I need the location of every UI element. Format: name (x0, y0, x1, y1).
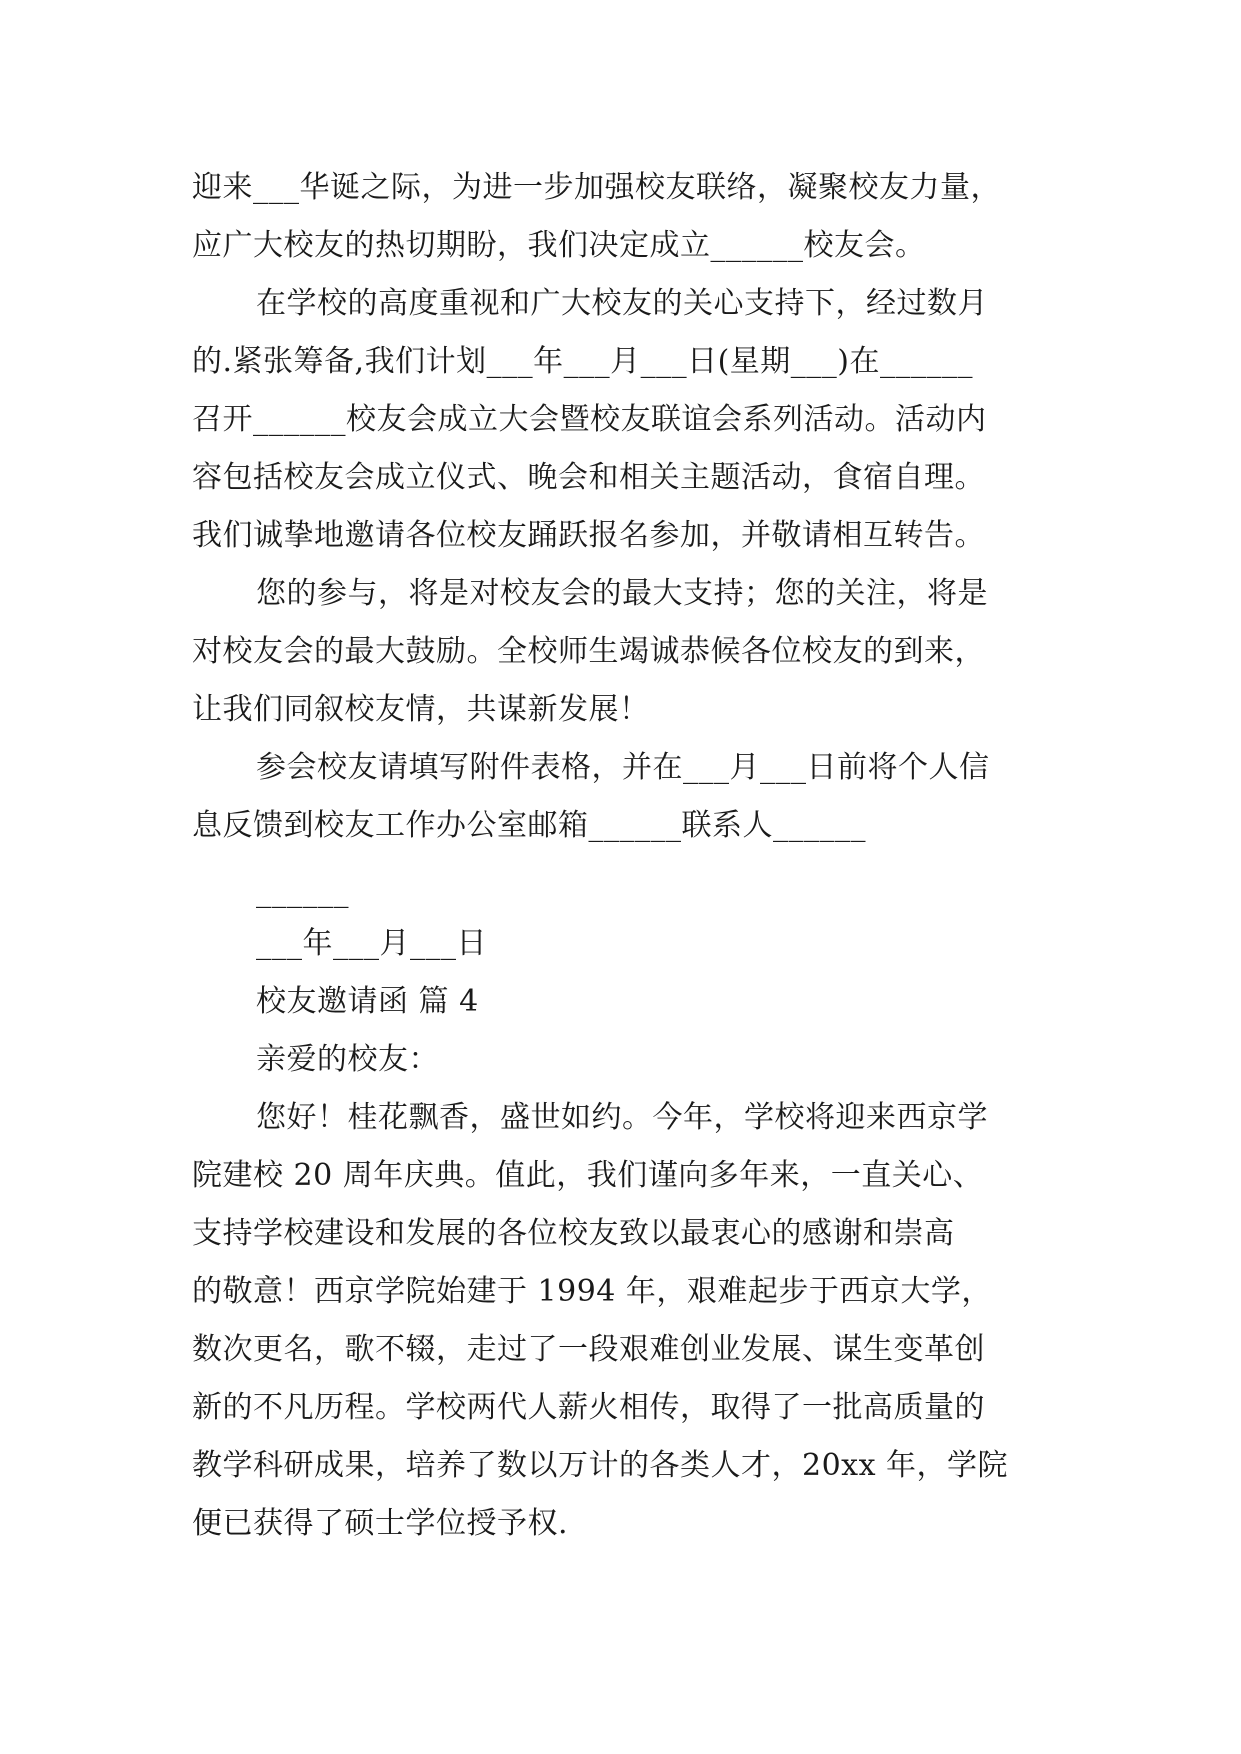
text-line: 召开______校友会成立大会暨校友联谊会系列活动。活动内 (192, 402, 987, 437)
text-line: 便已获得了硕士学位授予权. (192, 1506, 569, 1541)
section-heading: 校友邀请函 篇 4 (256, 984, 479, 1019)
paragraph-start: 参会校友请填写附件表格，并在___月___日前将个人信 (256, 750, 990, 785)
text-line: 数次更名，歌不辍，走过了一段艰难创业发展、谋生变革创 (192, 1332, 985, 1367)
text-line: 息反馈到校友工作办公室邮箱______联系人______ (192, 808, 866, 843)
paragraph-start: 您的参与，将是对校友会的最大支持；您的关注，将是 (256, 576, 988, 611)
paragraph-start: 您好！桂花飘香，盛世如约。今年，学校将迎来西京学 (256, 1100, 988, 1135)
text-line: 对校友会的最大鼓励。全校师生竭诚恭候各位校友的到来， (192, 634, 985, 669)
text-line: 应广大校友的热切期盼，我们决定成立______校友会。 (192, 228, 926, 263)
text-line: 支持学校建设和发展的各位校友致以最衷心的感谢和崇高 (192, 1216, 955, 1251)
blank-line: ______ (256, 874, 349, 909)
text-line: 院建校 20 周年庆典。值此，我们谨向多年来，一直关心、 (192, 1158, 984, 1193)
salutation: 亲爱的校友： (256, 1042, 439, 1077)
text-line: 让我们同叙校友情，共谋新发展！ (192, 692, 650, 727)
text-line: 容包括校友会成立仪式、晚会和相关主题活动，食宿自理。 (192, 460, 985, 495)
text-line: 的.紧张筹备,我们计划___年___月___日(星期___)在______ (192, 344, 973, 379)
text-line: 新的不凡历程。学校两代人薪火相传，取得了一批高质量的 (192, 1390, 985, 1425)
text-line: 迎来___华诞之际，为进一步加强校友联络，凝聚校友力量， (192, 170, 1001, 205)
text-line: 我们诚挚地邀请各位校友踊跃报名参加，并敬请相互转告。 (192, 518, 985, 553)
text-line: 的敬意！西京学院始建于 1994 年，艰难起步于西京大学， (192, 1274, 992, 1309)
date-line: ___年___月___日 (256, 926, 487, 961)
paragraph-start: 在学校的高度重视和广大校友的关心支持下，经过数月 (256, 286, 988, 321)
text-line: 教学科研成果，培养了数以万计的各类人才，20xx 年，学院 (192, 1448, 1009, 1483)
